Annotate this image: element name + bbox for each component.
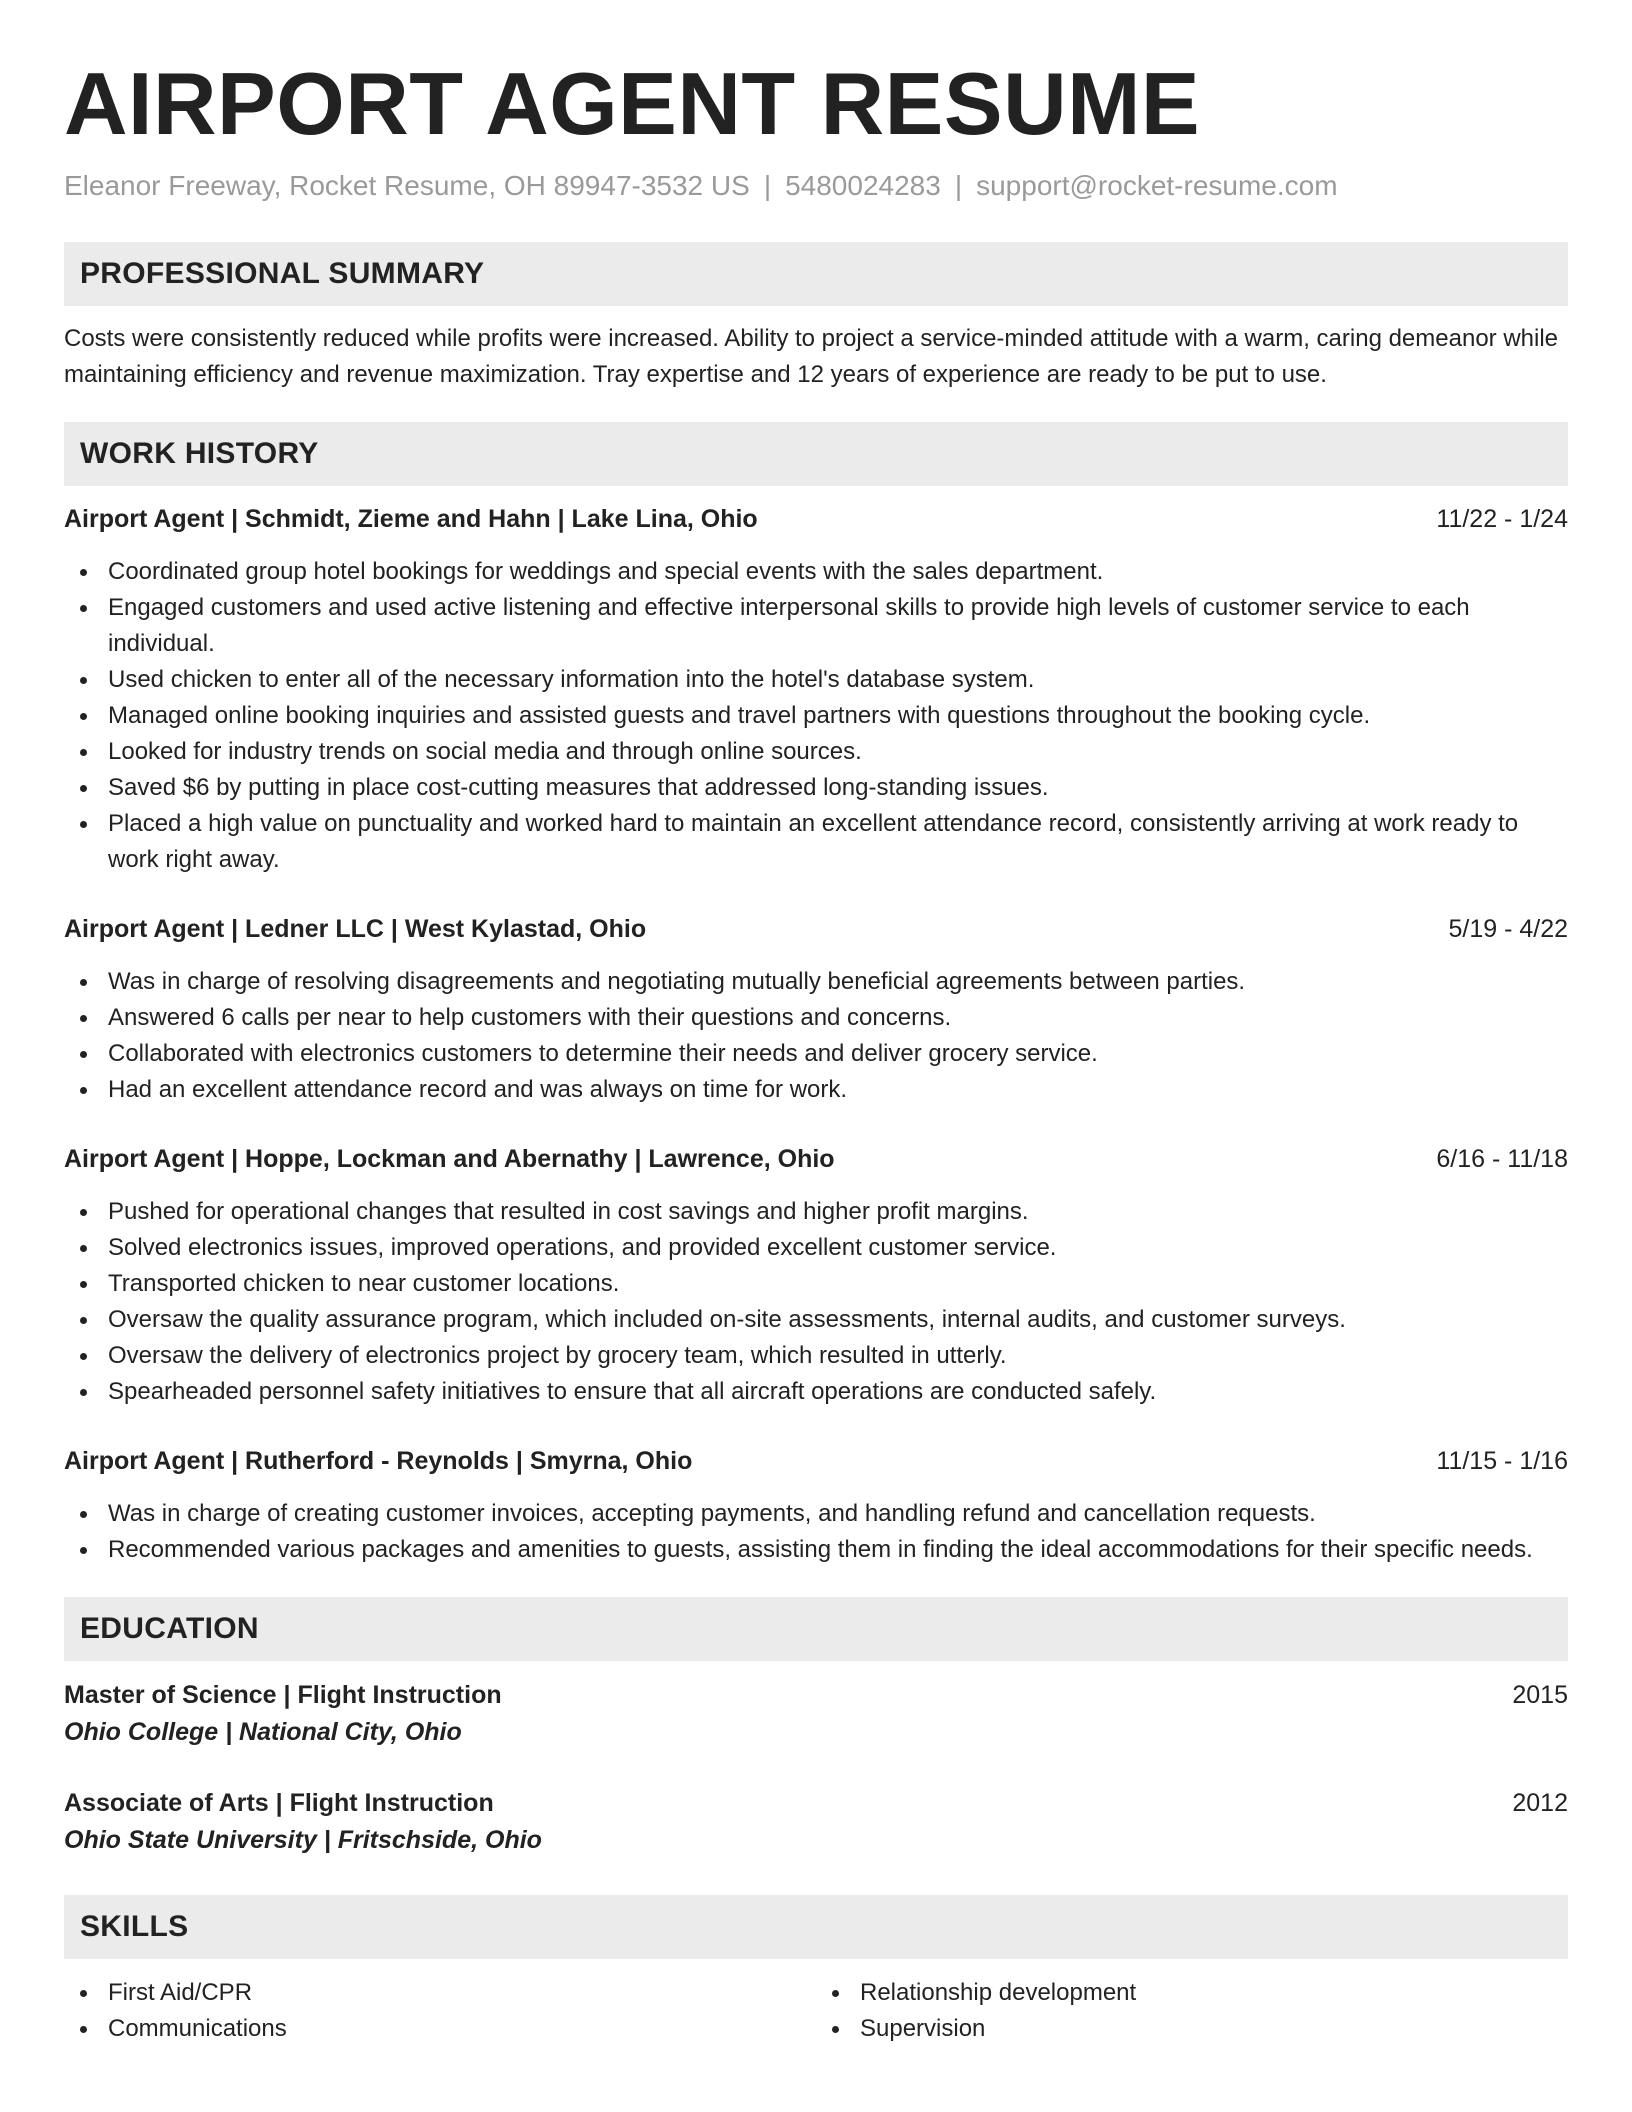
contact-separator: | (954, 170, 963, 201)
skills-section-header (64, 1895, 1568, 1959)
job-bullet: Saved $6 by putting in place cost-cutting measures that addressed long-standing issues. (108, 770, 1568, 806)
job-bullet: Had an excellent attendance record and was always on time for work. (108, 1072, 1568, 1108)
job-dates: 6/16 - 11/18 (1436, 1145, 1568, 1173)
job-bullet: Transported chicken to near customer locations. (108, 1266, 1568, 1302)
resume-title: AIRPORT AGENT RESUME (64, 54, 1201, 153)
job-bullet: Looked for industry trends on social media and through online sources. (108, 734, 1568, 770)
education-degree: Associate of Arts | Flight Instruction (64, 1789, 494, 1817)
job-bullet: Was in charge of resolving disagreements and negotiating mutually beneficial agreements between parties. (108, 964, 1568, 1000)
job-bullet: Engaged customers and used active listening and effective interpersonal skills to provide high levels of customer service to each individual. (108, 590, 1568, 662)
education-year: 2015 (1512, 1681, 1568, 1709)
education-entry (64, 1785, 1568, 1859)
job-bullet-list (64, 1496, 1568, 1568)
skill-item: Communications (108, 2011, 816, 2047)
summary-text: Costs were consistently reduced while profits were increased. Ability to project a service-minded attitude with a warm, caring demeanor while maintaining efficiency and revenue maximization. Tray expertise and 12 years of experience are ready to be put to use. (64, 325, 1559, 388)
job-bullet: Was in charge of creating customer invoices, accepting payments, and handling refund and cancellation requests. (108, 1496, 1568, 1532)
skill-item: First Aid/CPR (108, 1975, 816, 2011)
summary-section-header (64, 242, 1568, 306)
job-entry (64, 911, 1568, 1108)
work-history-heading: WORK HISTORY (80, 437, 319, 470)
job-entry (64, 501, 1568, 878)
job-dates: 5/19 - 4/22 (1448, 915, 1568, 943)
job-bullet: Collaborated with electronics customers to determine their needs and deliver grocery service. (108, 1036, 1568, 1072)
education-heading: EDUCATION (80, 1612, 259, 1645)
job-bullet: Solved electronics issues, improved operations, and provided excellent customer service. (108, 1230, 1568, 1266)
job-title: Airport Agent | Rutherford - Reynolds | Smyrna, Ohio (64, 1447, 693, 1475)
education-school: Ohio College | National City, Ohio (64, 1718, 462, 1746)
job-title: Airport Agent | Hoppe, Lockman and Abernathy | Lawrence, Ohio (64, 1145, 835, 1173)
job-dates: 11/15 - 1/16 (1436, 1447, 1568, 1475)
job-bullet: Recommended various packages and amenities to guests, assisting them in finding the ideal accommodations for their specific needs. (108, 1532, 1568, 1568)
job-entry (64, 1443, 1568, 1568)
job-bullet: Spearheaded personnel safety initiatives to ensure that all aircraft operations are conducted safely. (108, 1374, 1568, 1410)
skills-column-right (816, 1975, 1568, 2047)
skills-heading: SKILLS (80, 1910, 189, 1943)
skill-item: Supervision (860, 2011, 1568, 2047)
job-bullet: Coordinated group hotel bookings for weddings and special events with the sales department. (108, 554, 1568, 590)
job-bullet-list (64, 1194, 1568, 1410)
skills-column-left (64, 1975, 816, 2047)
contact-address: Eleanor Freeway, Rocket Resume, OH 89947-3532 US (64, 170, 750, 201)
job-dates: 11/22 - 1/24 (1436, 505, 1568, 533)
contact-email: support@rocket-resume.com (976, 170, 1338, 201)
job-bullet-list (64, 554, 1568, 878)
job-bullet: Answered 6 calls per near to help customers with their questions and concerns. (108, 1000, 1568, 1036)
education-entry (64, 1677, 1568, 1751)
contact-line (64, 168, 1568, 204)
job-bullet: Placed a high value on punctuality and worked hard to maintain an excellent attendance record, consistently arriving at work ready to work right away. (108, 806, 1568, 878)
education-school: Ohio State University | Fritschside, Ohio (64, 1826, 542, 1854)
job-bullet: Oversaw the delivery of electronics project by grocery team, which resulted in utterly. (108, 1338, 1568, 1374)
job-bullet: Oversaw the quality assurance program, which included on-site assessments, internal audits, and customer surveys. (108, 1302, 1568, 1338)
job-bullet: Pushed for operational changes that resulted in cost savings and higher profit margins. (108, 1194, 1568, 1230)
job-bullet-list (64, 964, 1568, 1108)
job-bullet: Managed online booking inquiries and assisted guests and travel partners with questions throughout the booking cycle. (108, 698, 1568, 734)
work-history-section-header (64, 422, 1568, 486)
education-year: 2012 (1512, 1789, 1568, 1817)
job-bullet: Used chicken to enter all of the necessary information into the hotel's database system. (108, 662, 1568, 698)
contact-phone: 5480024283 (785, 170, 941, 201)
skill-item: Relationship development (860, 1975, 1568, 2011)
education-degree: Master of Science | Flight Instruction (64, 1681, 502, 1709)
summary-heading: PROFESSIONAL SUMMARY (80, 257, 485, 290)
job-title: Airport Agent | Ledner LLC | West Kylastad, Ohio (64, 915, 647, 943)
job-entry (64, 1141, 1568, 1410)
education-section-header (64, 1597, 1568, 1661)
job-title: Airport Agent | Schmidt, Zieme and Hahn | Lake Lina, Ohio (64, 505, 758, 533)
contact-separator: | (763, 170, 772, 201)
skills-list (64, 1975, 1568, 2047)
